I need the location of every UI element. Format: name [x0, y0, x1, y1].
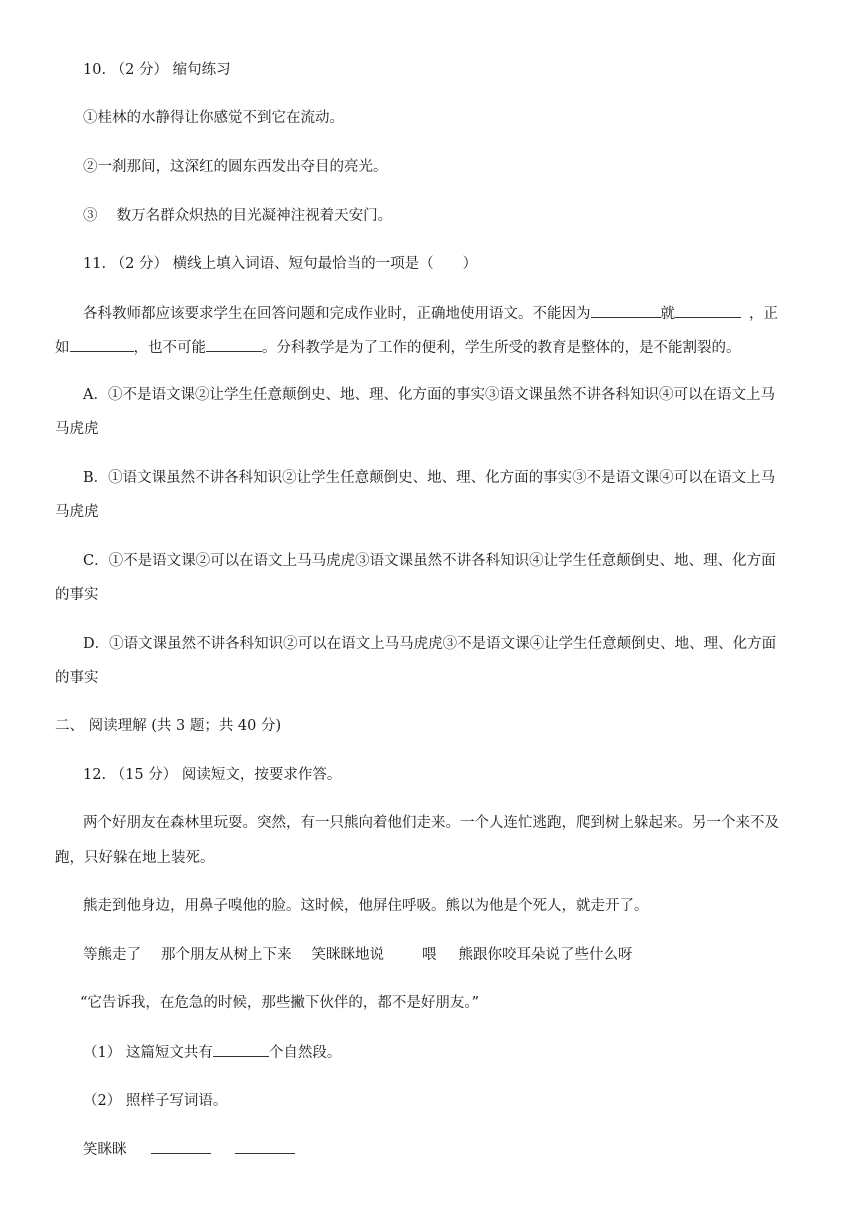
q11-header: 11. （2 分） 横线上填入词语、短句最恰当的一项是（ ） [83, 256, 478, 272]
q12-p3-part: 熊跟你咬耳朵说了些什么呀 [458, 947, 633, 963]
q11-passage-text: 。分科教学是为了工作的便利，学生所受的教育是整体的，是不能割裂的。 [262, 340, 741, 356]
q11-passage-text: ，正 [749, 306, 778, 322]
q11-option-b-cont: 马虎虎 [55, 504, 99, 520]
q12-p3-part: 等熊走了 [83, 947, 141, 963]
q10-item-2: ②一刹那间，这深红的圆东西发出夺目的亮光。 [83, 159, 388, 175]
section-heading: 二、 阅读理解 (共 3 题；共 40 分) [55, 718, 282, 734]
q10-header: 10. （2 分） 缩句练习 [83, 62, 231, 78]
q12-sub-question-1 [83, 1042, 341, 1063]
q11-option-d[interactable]: D．①语文课虽然不讲各科知识②可以在语文上马马虎虎③不是语文课④让学生任意颠倒史、地、理、化方面 [83, 636, 777, 652]
q11-passage-line2 [55, 337, 741, 358]
q11-option-a[interactable]: A．①不是语文课②让学生任意颠倒史、地、理、化方面的事实③语文课虽然不讲各科知识④可以在语文上马 [83, 387, 775, 403]
q11-passage-line1 [83, 303, 813, 324]
answer-blank[interactable] [206, 337, 262, 352]
q12-paragraph-4: “它告诉我，在危急的时候，那些撇下伙伴的，都不是好朋友。” [80, 995, 480, 1011]
q11-passage-text: ，也不可能 [133, 340, 206, 356]
q11-option-a-cont: 马虎虎 [55, 421, 99, 437]
q12-sub1-text: （1） 这篇短文共有 [83, 1045, 213, 1061]
q11-option-d-cont: 的事实 [55, 670, 99, 686]
q12-p3-part: 喂 [422, 947, 437, 963]
q11-passage-text: 如 [55, 340, 70, 356]
answer-blank[interactable] [675, 303, 741, 318]
answer-blank[interactable] [70, 337, 134, 352]
q12-sub-question-2: （2） 照样子写词语。 [83, 1093, 228, 1109]
q12-example-row [83, 1139, 295, 1160]
q11-passage-text: 各科教师都应该要求学生在回答问题和完成作业时，正确地使用语文。不能因为 [83, 306, 591, 322]
answer-blank[interactable] [591, 303, 661, 318]
q10-item-3: ③ 数万名群众炽热的目光凝神注视着天安门。 [83, 208, 393, 224]
example-word: 笑眯眯 [83, 1142, 127, 1158]
answer-blank[interactable] [213, 1042, 269, 1057]
q12-p3-part: 那个朋友从树上下来 [161, 947, 292, 963]
q12-paragraph-1: 两个好朋友在森林里玩耍。突然，有一只熊向着他们走来。一个人连忙逃跑，爬到树上躲起来。另一个来不及 [83, 815, 779, 831]
q12-paragraph-3 [83, 945, 633, 965]
q11-option-c-cont: 的事实 [55, 587, 99, 603]
q11-option-b[interactable]: B．①语文课虽然不讲各科知识②让学生任意颠倒史、地、理、化方面的事实③不是语文课④可以在语文上马 [83, 470, 776, 486]
q11-passage-text: 就 [660, 306, 675, 322]
answer-blank[interactable] [151, 1139, 211, 1154]
q12-header: 12. （15 分） 阅读短文，按要求作答。 [83, 767, 342, 783]
q12-sub1-text: 个自然段。 [268, 1045, 342, 1061]
q12-paragraph-2: 熊走到他身边，用鼻子嗅他的脸。这时候，他屏住呼吸。熊以为他是个死人，就走开了。 [83, 898, 649, 914]
q12-p3-part: 笑眯眯地说 [311, 947, 384, 963]
q10-item-1: ①桂林的水静得让你感觉不到它在流动。 [83, 110, 344, 126]
q12-paragraph-1-cont: 跑，只好躲在地上装死。 [55, 850, 215, 866]
answer-blank[interactable] [235, 1139, 295, 1154]
q11-option-c[interactable]: C．①不是语文课②可以在语文上马马虎虎③语文课虽然不讲各科知识④让学生任意颠倒史、地、理、化方面 [83, 553, 776, 569]
